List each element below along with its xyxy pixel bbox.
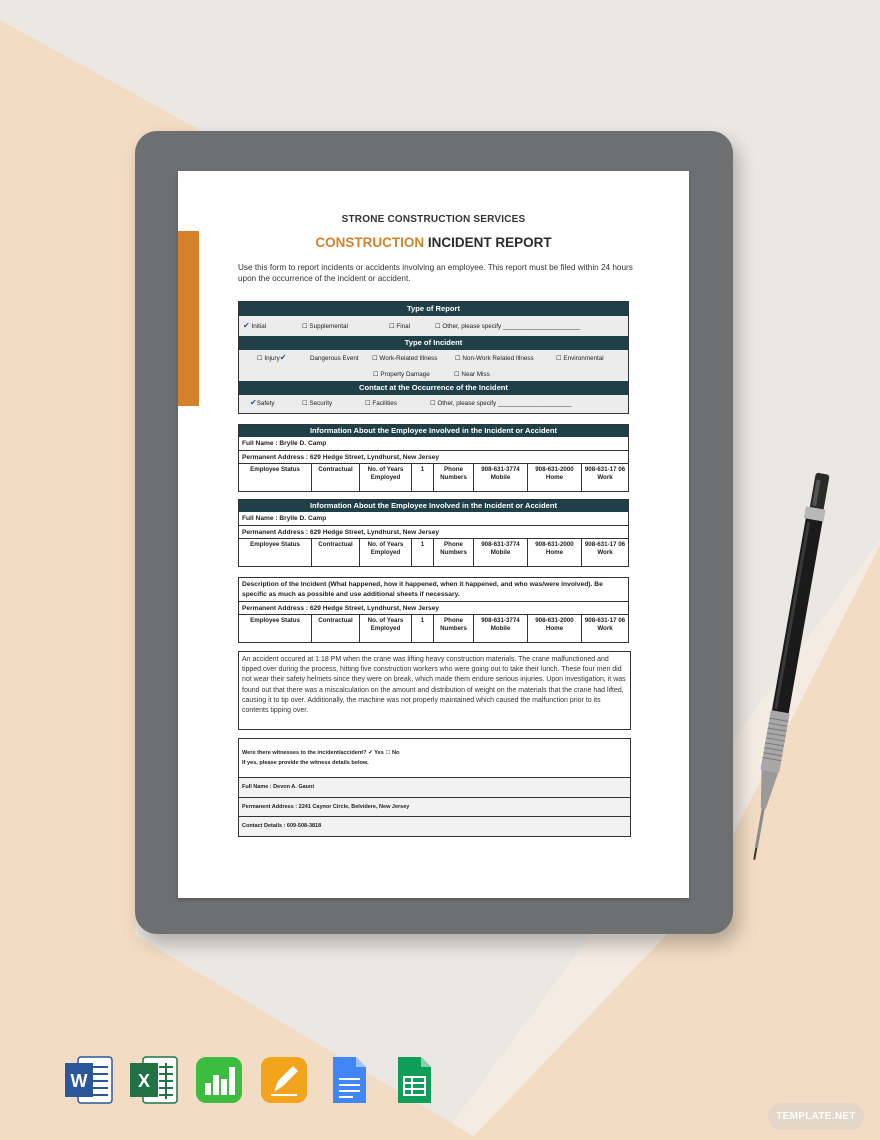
description-address: Permanent Address : 629 Hedge Street, Lyndhurst, New Jersey [239, 601, 628, 614]
employee-address: Permanent Address : 629 Hedge Street, Lyndhurst, New Jersey [239, 525, 628, 538]
table-cell: 1 [412, 539, 434, 566]
option-work-illness[interactable]: ☐ Work-Related Illness [372, 355, 438, 362]
table-cell: Contractual [312, 464, 360, 491]
type-of-incident-options [239, 350, 628, 381]
table-cell: 908-631-2000 Home [528, 464, 582, 491]
table-cell: Phone Numbers [434, 539, 474, 566]
witness-question: Were there witnesses to the incident/accident? ✔ Yes ☐ No [242, 750, 400, 756]
word-icon[interactable] [64, 1055, 114, 1105]
option-final[interactable]: ☐ Final [389, 323, 411, 330]
table-cell: 908-631-3774 Mobile [474, 539, 528, 566]
employee-full-name: Full Name : Brylle D. Camp [242, 515, 327, 522]
employee-info-header: Information About the Employee Involved in the Incident or Accident [239, 425, 628, 437]
template-net-badge[interactable]: TEMPLATE.NET [768, 1103, 864, 1130]
type-of-report-header: Type of Report [239, 302, 628, 316]
table-cell: Contractual [312, 539, 360, 566]
witness-question-block [239, 739, 630, 777]
witness-full-name: Full Name : Devon A. Gaunt [239, 777, 630, 797]
option-near-miss[interactable]: ☐ Near Miss [454, 371, 490, 378]
option-injury[interactable]: ☐ Injury✔ [257, 353, 287, 362]
table-cell: 1 [412, 615, 434, 642]
table-cell: 908-631-2000 Home [528, 539, 582, 566]
company-name: STRONE CONSTRUCTION SERVICES [341, 214, 526, 225]
table-cell: 1 [412, 464, 434, 491]
option-initial[interactable]: ✔ Initial [243, 321, 267, 330]
google-docs-icon[interactable] [324, 1055, 374, 1105]
incident-narrative: An accident occured at 1:18 PM when the crane was lifting heavy construction materials. The crane malfunctioned and tipped over during the process, hitting five construction workers who were going out to take their lunch. These four men did not wear their safety helmets since they were on break, which made them endure serious injuries. Upon investigation, it was found out that there was a miscalculation on the amount and distribution of weight on the materials that the crane had lifted, causing it to tip over. Additionally, the machine was not properly maintained which caused the malfunction prior to its contents tipping over. [238, 651, 631, 730]
table-cell: Phone Numbers [434, 464, 474, 491]
numbers-icon[interactable] [194, 1055, 244, 1105]
witness-table [238, 738, 631, 837]
app-icons-row [64, 1055, 454, 1105]
option-supplemental[interactable]: ☐ Supplemental [302, 323, 348, 330]
employee-info-table-1 [238, 424, 629, 492]
option-safety[interactable]: ✔Safety [250, 398, 275, 407]
table-cell: Employee Status [239, 539, 312, 566]
table-cell: No. of Years Employed [360, 615, 412, 642]
mechanical-pencil-icon [740, 465, 830, 865]
checkmark-icon: ✔ [279, 353, 287, 362]
pages-icon[interactable] [259, 1055, 309, 1105]
type-of-report-options [239, 316, 628, 336]
orange-accent-tab [178, 231, 199, 406]
report-sheet [178, 171, 689, 898]
table-cell: 908-631-2000 Home [528, 615, 582, 642]
option-property-damage[interactable]: ☐ Property Damage [373, 371, 430, 378]
employee-details-row [239, 538, 628, 566]
table-cell: 908-631-17 06 Work [584, 541, 626, 556]
table-cell: 908-631-17 06 Work [584, 617, 626, 632]
title-rest: INCIDENT REPORT [424, 235, 552, 250]
svg-text:X: X [137, 1071, 151, 1091]
option-nonwork-illness[interactable]: ☐ Non-Work Related Illness [455, 355, 534, 362]
option-security[interactable]: ☐ Security [302, 400, 333, 407]
employee-full-name: Full Name : Brylle D. Camp [242, 440, 327, 447]
table-cell: Contractual [312, 615, 360, 642]
table-cell: 908-631-3774 Mobile [474, 464, 528, 491]
excel-icon[interactable] [129, 1055, 179, 1105]
table-cell: No. of Years Employed [360, 464, 412, 491]
report-type-table [238, 301, 629, 414]
description-details-row [239, 614, 628, 642]
option-other-contact[interactable]: ☐ Other, please specify _____________________ [430, 400, 572, 407]
table-cell: Employee Status [239, 464, 312, 491]
table-cell: Employee Status [239, 615, 312, 642]
table-cell: Phone Numbers [434, 615, 474, 642]
witness-contact: Contact Details : 609-508-3818 [239, 816, 630, 836]
contact-options [239, 395, 628, 413]
table-cell: No. of Years Employed [360, 539, 412, 566]
report-title [178, 235, 689, 250]
title-accent: CONSTRUCTION [315, 235, 425, 250]
option-facilities[interactable]: ☐ Facilities [365, 400, 397, 407]
witness-instruction: If yes, please provide the witness details below. [242, 760, 369, 766]
employee-address: Permanent Address : 629 Hedge Street, Lyndhurst, New Jersey [239, 450, 628, 463]
intro-text: Use this form to report incidents or accidents involving an employee. This report must be filed within 24 hours upon the occurrence of the incident or accident. [238, 263, 633, 283]
employee-info-table-2 [238, 499, 629, 567]
google-sheets-icon[interactable] [389, 1055, 439, 1105]
employee-info-header: Information About the Employee Involved in the Incident or Accident [239, 500, 628, 512]
svg-text:W: W [70, 1071, 88, 1091]
employee-details-row [239, 463, 628, 491]
description-prompt: Description of the Incident (What happened, how it happened, when it happened, and who was/were involved). Be specific as much as possible and use additional sheets if necessary. [242, 581, 603, 598]
type-of-incident-header: Type of Incident [239, 336, 628, 350]
option-dangerous-event[interactable]: Dangerous Event [310, 355, 359, 362]
incident-description-table [238, 577, 629, 643]
table-cell: 908-631-17 06 Work [584, 466, 626, 481]
checkmark-icon: ✔ [250, 398, 257, 407]
option-environmental[interactable]: ☐ Environmental [556, 355, 604, 362]
checkmark-icon: ✔ [243, 321, 250, 330]
option-other[interactable]: ☐ Other, please specify ______________________ [435, 323, 580, 330]
contact-header: Contact at the Occurrence of the Incident [239, 381, 628, 395]
table-cell: 908-631-3774 Mobile [474, 615, 528, 642]
witness-address: Permanent Address : 2241 Caynor Circle, Belvidere, New Jersey [239, 797, 630, 817]
